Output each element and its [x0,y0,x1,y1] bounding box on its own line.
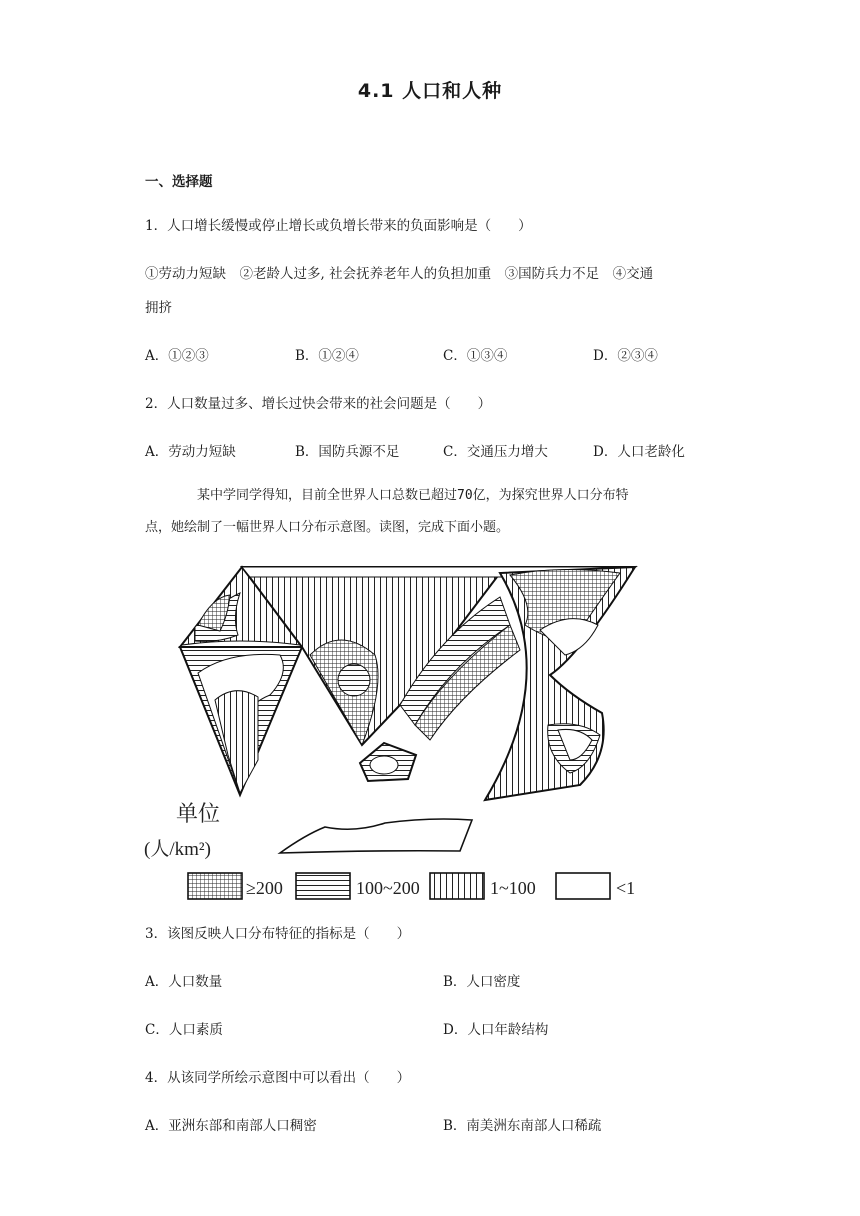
passage-line-1: 某中学同学得知，目前全世界人口总数已超过70亿，为探究世界人口分布特 [145,488,629,503]
legend-swatch-vertical [430,873,484,899]
world-population-map [140,555,640,910]
legend-unit-sub: (人/km²) [144,839,211,860]
question-3-option-d: D．人口年龄结构 [443,1022,549,1038]
legend-label-horizontal: 100~200 [356,878,420,898]
question-2-option-c: C．交通压力增大 [443,444,548,460]
legend-swatch-blank [556,873,610,899]
question-2-option-a: A．劳动力短缺 [145,444,236,460]
question-1-option-a: A．①②③ [145,348,209,364]
page-title: 4.1 人口和人种 [357,80,503,102]
question-2-option-d: D．人口老龄化 [593,444,685,460]
passage-line-2: 点，她绘制了一幅世界人口分布示意图。读图，完成下面小题。 [145,520,510,535]
question-4-stem: 4．从该同学所绘示意图中可以看出（ ） [145,1070,411,1086]
section-heading: 一、选择题 [145,174,213,190]
question-1-option-b: B．①②④ [295,348,359,364]
reading-passage [145,480,715,544]
question-1-option-d: D．②③④ [593,348,658,364]
legend-label-blank: <1 [616,878,636,898]
legend-swatch-grid [188,873,242,899]
question-2-option-b: B．国防兵源不足 [295,444,400,460]
question-3-option-b: B．人口密度 [443,974,521,990]
map-southeast-island [360,743,416,781]
question-4-option-b: B．南美洲东南部人口稀疏 [443,1118,602,1134]
legend-swatch-horizontal [296,873,350,899]
legend-unit-title: 单位 [176,802,221,827]
question-1-items-line1: ①劳动力短缺 ②老龄人过多, 社会抚养老年人的负担加重 ③国防兵力不足 ④交通 [145,266,654,282]
legend-label-vertical: 1~100 [490,878,536,898]
map-africa [485,567,635,800]
question-3-option-a: A．人口数量 [145,974,223,990]
legend-label-grid: ≥200 [246,878,283,898]
question-1-option-c: C．①③④ [443,348,508,364]
question-2-stem: 2．人口数量过多、增长过快会带来的社会问题是（ ） [145,396,492,412]
question-3-option-c: C．人口素质 [145,1022,223,1038]
question-1-items-line2: 拥挤 [145,300,172,316]
question-3-stem: 3．该图反映人口分布特征的指标是（ ） [145,926,411,942]
question-4-option-a: A．亚洲东部和南部人口稠密 [145,1118,317,1134]
map-antarctica [280,819,472,853]
question-1-stem: 1．人口增长缓慢或停止增长或负增长带来的负面影响是（ ） [145,218,532,234]
